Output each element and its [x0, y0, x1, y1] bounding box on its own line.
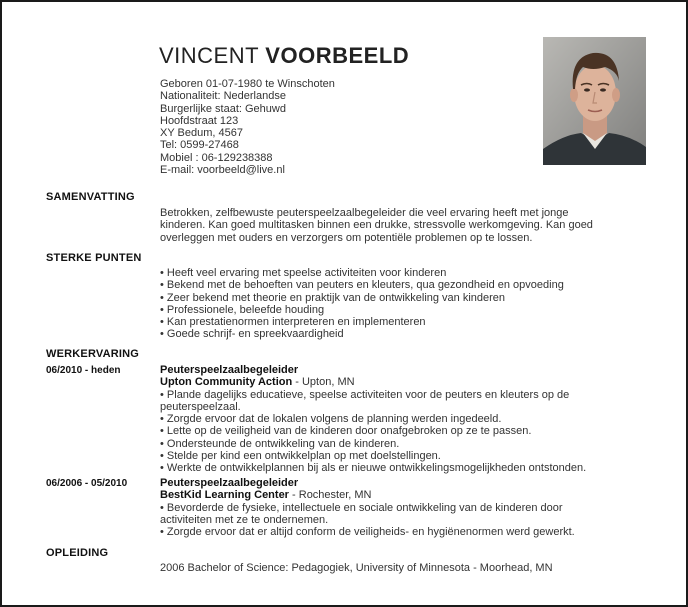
list-item: • Professionele, beleefde houding — [160, 303, 325, 316]
email-line: E-mail: voorbeeld@live.nl — [160, 164, 285, 177]
list-item: • Heeft veel ervaring met speelse activiteiten voor kinderen — [160, 267, 447, 279]
job-line: • Zorgde ervoor dat de lokalen volgens de planning werden ingedeeld. — [160, 413, 502, 426]
company-name: Upton Community Action — [160, 376, 293, 389]
birth-line: Geboren 01-07-1980 te Winschoten — [160, 78, 335, 90]
company-name: BestKid Learning Center — [160, 489, 289, 502]
candidate-name — [159, 42, 409, 70]
list-item: • Zeer bekend met theorie en praktijk van de ontwikkeling van kinderen — [160, 291, 506, 304]
job-title: Peuterspeelzaalbegeleider — [160, 477, 299, 489]
job-line: • Werkte de ontwikkelplannen bij als er nieuwe ontwikkelingsmogelijkheden ontstonden. — [160, 462, 587, 475]
first-name: VINCENT — [159, 43, 259, 68]
strengths-list — [160, 267, 640, 341]
summary-text — [160, 207, 640, 244]
job-line: • Stelde per kind een ontwikkelplan op met doelstellingen. — [160, 450, 441, 463]
job-dates: 06/2010 - heden — [46, 365, 121, 376]
list-item: • Kan prestatienormen interpreteren en implementeren — [160, 316, 426, 329]
job-employer — [160, 376, 640, 388]
street-line: Hoofdstraat 123 — [160, 114, 239, 127]
job-entry — [160, 364, 640, 475]
list-item: • Bekend met de behoeften van peuters en kleuters, qua gezondheid en opvoeding — [160, 279, 564, 292]
summary-line: kinderen. Kan goed multitasken binnen een drukke, stressvolle werkomgeving. Kan goed — [160, 219, 593, 232]
marital-status-line: Burgerlijke staat: Gehuwd — [160, 102, 286, 115]
job-line: • Ondersteunde de ontwikkeling van de kinderen. — [160, 437, 400, 450]
job-entry — [160, 477, 640, 538]
phone-line: Tel: 0599-27468 — [160, 139, 239, 152]
job-employer — [160, 489, 640, 501]
summary-heading: SAMENVATTING — [46, 191, 135, 203]
last-name: VOORBEELD — [265, 43, 410, 68]
job-title: Peuterspeelzaalbegeleider — [160, 364, 299, 376]
job-line: • Bevorderde de fysieke, intellectuele en sociale ontwikkeling van de kinderen door — [160, 501, 563, 514]
contact-details — [160, 78, 335, 176]
job-line: • Zorgde ervoor dat er altijd conform de veiligheids- en hygiënenormen werd gewerkt. — [160, 526, 575, 539]
city-line: XY Bedum, 4567 — [160, 127, 243, 140]
experience-heading: WERKERVARING — [46, 348, 140, 360]
job-line: • Plande dagelijks educatieve, speelse activiteiten voor de peuters en kleuters op de — [160, 388, 570, 401]
company-location: - Rochester, MN — [288, 489, 372, 502]
summary-line: overleggen met ouders en verzorgers om potentiële problemen op te lossen. — [160, 231, 533, 244]
nationality-line: Nationaliteit: Nederlandse — [160, 90, 286, 103]
mobile-line: Mobiel : 06-129238388 — [160, 151, 273, 164]
job-line: • Lette op de veiligheid van de kinderen door onafgebroken op ze te passen. — [160, 425, 532, 438]
education-line: 2006 Bachelor of Science: Pedagogiek, University of Minnesota - Moorhead, MN — [160, 562, 553, 574]
list-item: • Goede schrijf- en spreekvaardigheid — [160, 328, 344, 341]
company-location: - Upton, MN — [292, 376, 355, 389]
strengths-heading: STERKE PUNTEN — [46, 252, 142, 264]
job-line: activiteiten met ze te ondernemen. — [160, 513, 329, 526]
profile-photo — [543, 37, 646, 165]
summary-line: Betrokken, zelfbewuste peuterspeelzaalbegeleider die veel ervaring heeft met jonge — [160, 207, 569, 219]
job-line: peuterspeelzaal. — [160, 400, 241, 413]
education-heading: OPLEIDING — [46, 547, 109, 559]
education-text — [160, 562, 640, 574]
job-dates: 06/2006 - 05/2010 — [46, 478, 128, 489]
